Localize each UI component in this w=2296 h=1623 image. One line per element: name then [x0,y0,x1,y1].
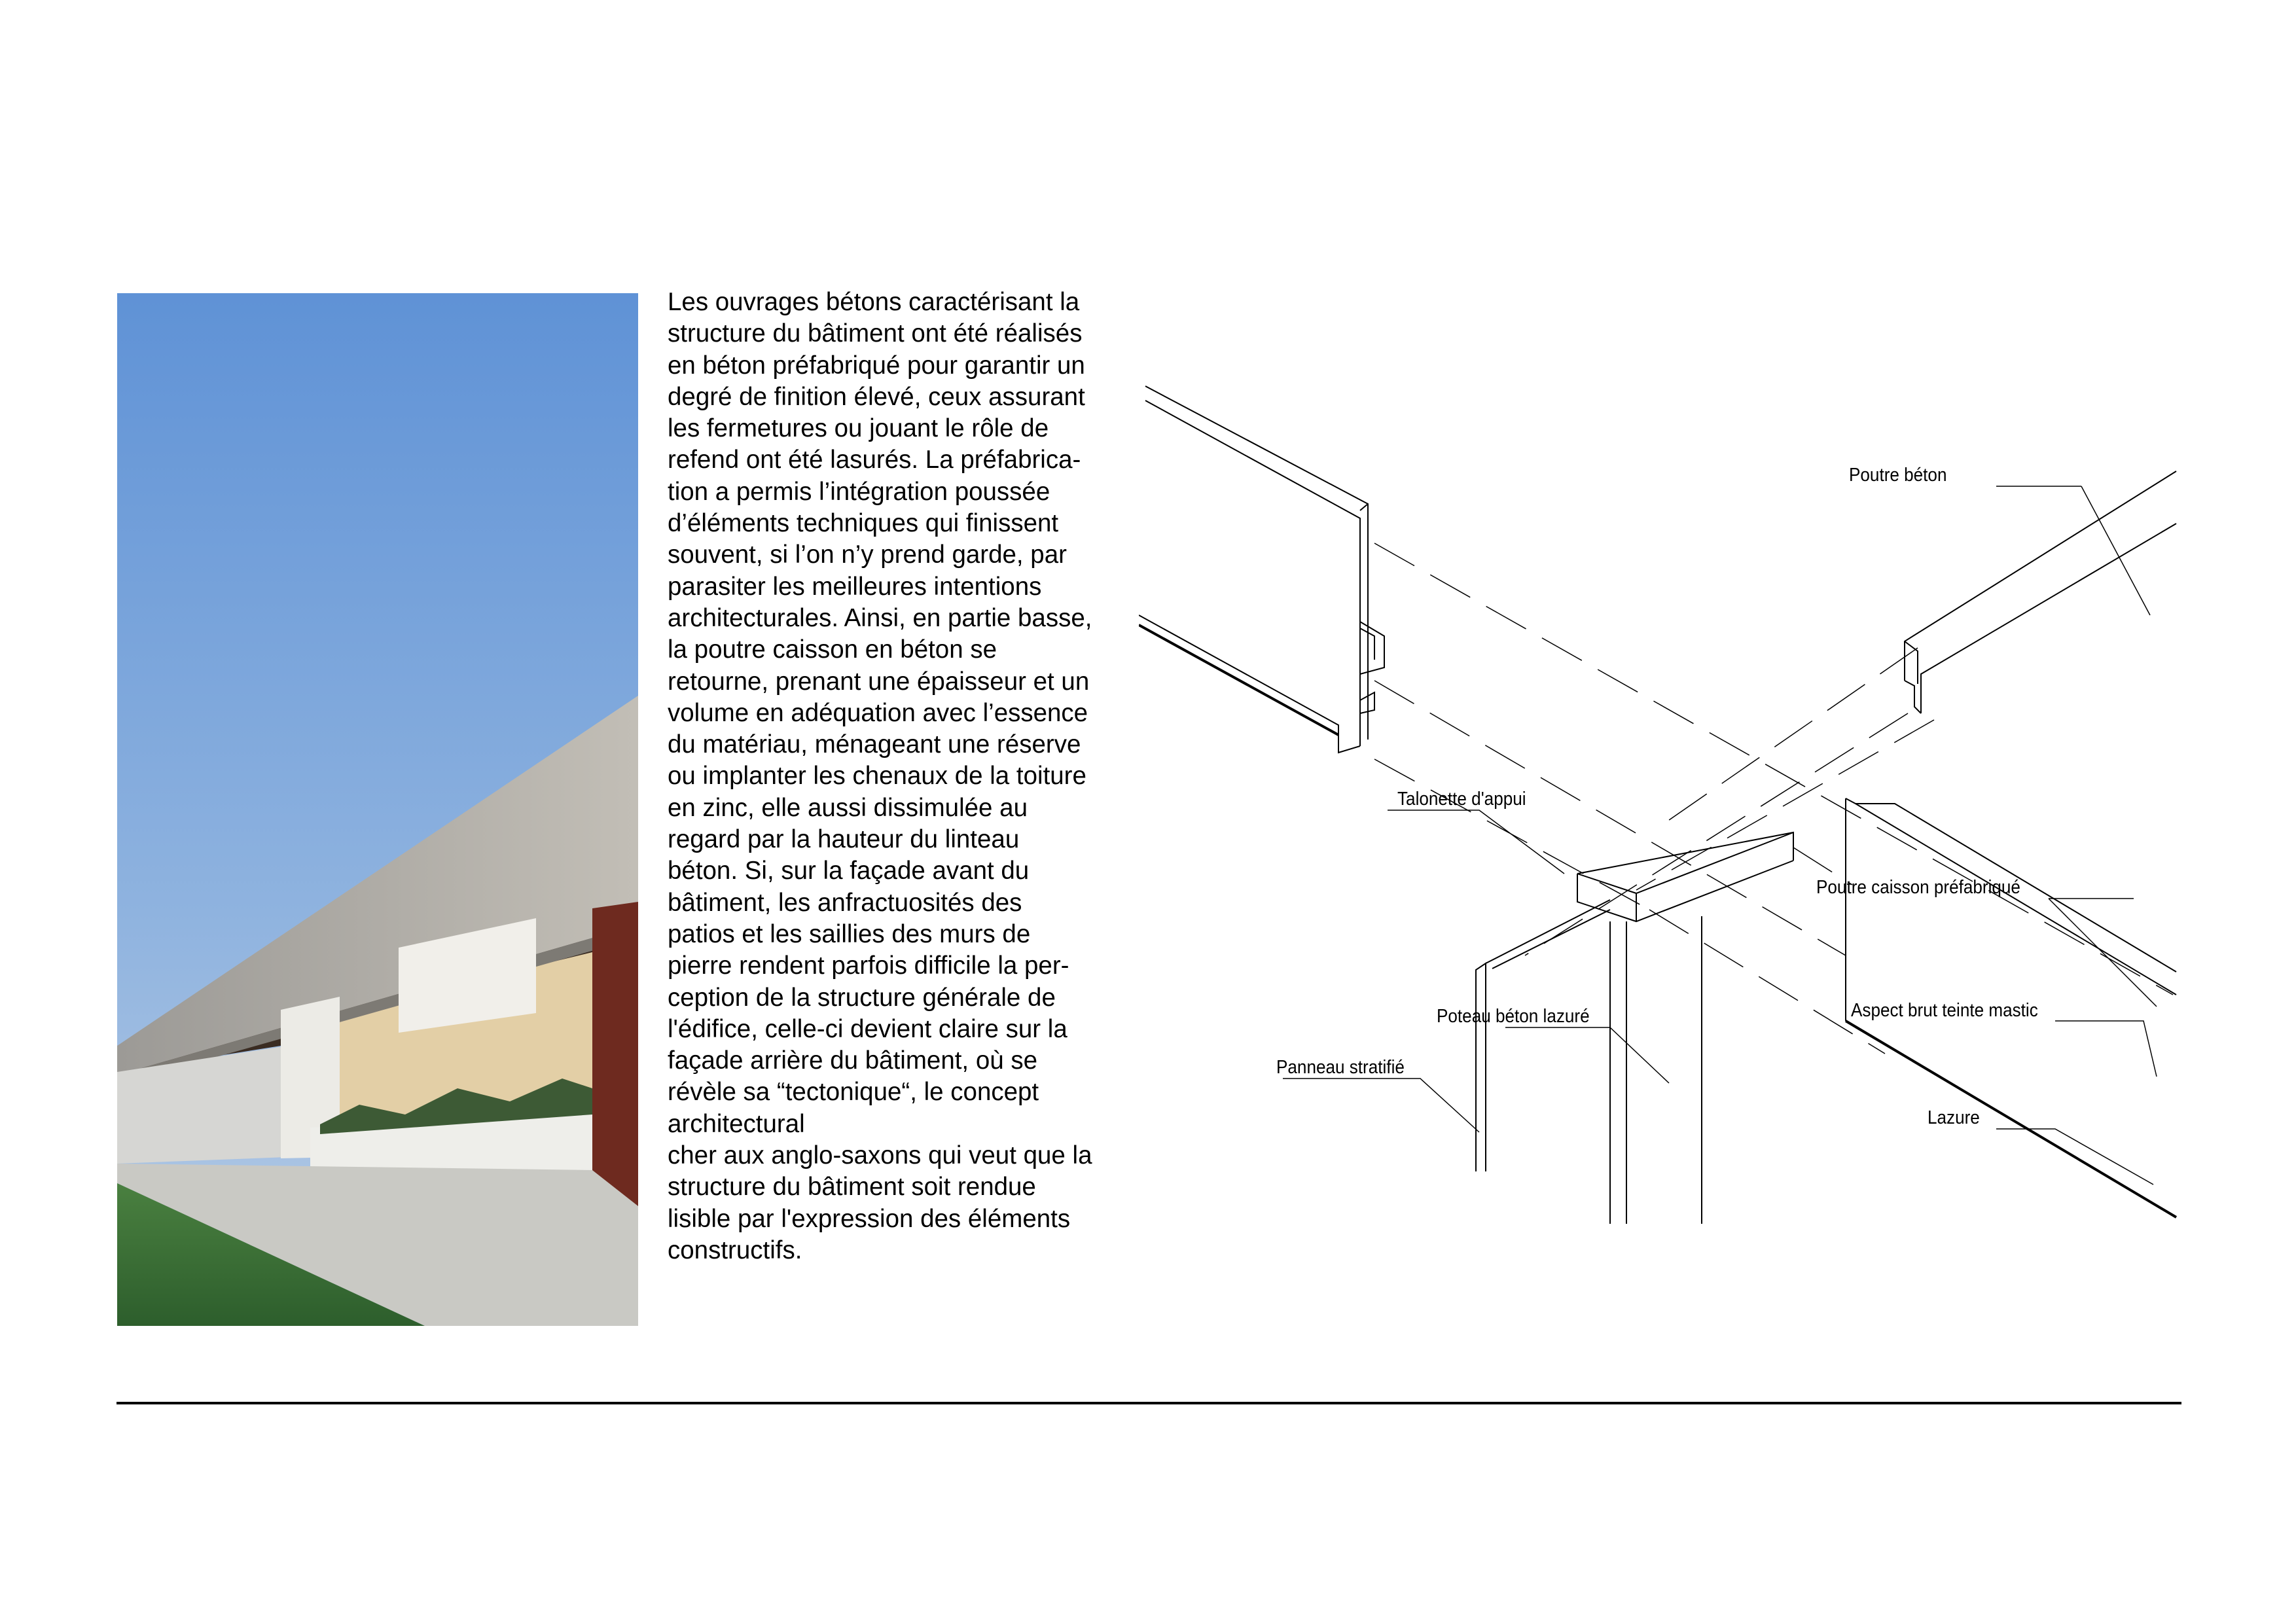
label-poutre-caisson: Poutre caisson préfabriqué [1816,877,2020,898]
horizontal-rule [117,1402,2181,1404]
wood-panel [592,902,638,1216]
building-photo [117,293,638,1326]
label-aspect: Aspect brut teinte mastic [1851,1000,2038,1021]
label-lazure: Lazure [1928,1107,1980,1128]
label-talonette: Talonette d'appui [1397,789,1526,810]
label-poutre-beton: Poutre béton [1849,465,1947,486]
construction-diagram [1139,366,2199,1243]
label-poteau: Poteau béton lazuré [1437,1006,1590,1027]
body-text: Les ouvrages bétons caractérisant la structure du bâtiment ont été réalisés en béton préfabriqué pour garantir un degré de finition élevé, ceux assurant les fermetures ou jouant le rôle de refend ont été lasurés. La préfabrica- tion a permis l’intégration poussée d’éléments techniques qui finissent souvent, si l’on n’y prend garde, par parasiter les meilleures intentions architecturales. Ainsi, en partie basse, la poutre caisson en béton se retourne, prenant une épaisseur et un volume en adéquation avec l’essence du matériau, ménageant une réserve ou implanter les chenaux de la toiture en zinc, elle aussi dissimulée au regard par la hauteur du linteau béton. Si, sur la façade avant du bâtiment, les anfractuosités des patios et les saillies des murs de pierre rendent parfois difficile la per- ception de la structure générale de l'édifice, celle-ci devient claire sur la façade arrière du bâtiment, où se révèle sa “tectonique“, le concept architectural cher aux anglo-saxons qui veut que la structure du bâtiment soit rendue lisible par l'expression des éléments constructifs. [668,288,1092,1264]
label-panneau: Panneau stratifié [1276,1057,1405,1078]
diagram-drawing [1139,366,2199,1243]
